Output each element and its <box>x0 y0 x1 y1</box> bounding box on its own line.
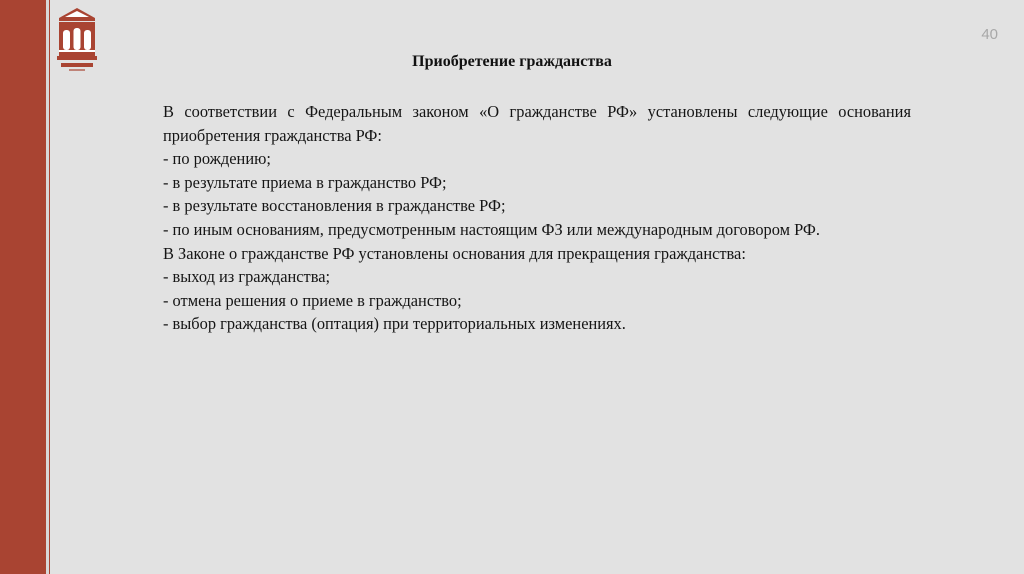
list-item: - в результате восстановления в гражданстве РФ; <box>163 196 506 216</box>
list-item: - по иным основаниям, предусмотренным настоящим ФЗ или международным договором РФ. <box>163 219 820 239</box>
sidebar-divider <box>46 0 49 574</box>
list-item: - по рождению; <box>163 149 271 169</box>
slide-title: Приобретение гражданства <box>412 53 612 70</box>
body-paragraph: В Законе о гражданстве РФ установлены основания для прекращения гражданства: <box>163 243 746 263</box>
list-item: - выход из гражданства; <box>163 267 331 287</box>
list-item: - в результате приема в гражданство РФ; <box>163 172 447 192</box>
list-item: - выбор гражданства (оптация) при территориальных изменениях. <box>163 314 626 334</box>
page-number: 40 <box>981 26 998 43</box>
left-sidebar-bar <box>0 0 50 574</box>
list-item: - отмена решения о приеме в гражданство; <box>163 290 462 310</box>
slide-body <box>163 100 911 336</box>
body-paragraph: В соответствии с Федеральным законом «О гражданстве РФ» установлены следующие основания приобретения гражданства РФ: <box>163 102 911 145</box>
